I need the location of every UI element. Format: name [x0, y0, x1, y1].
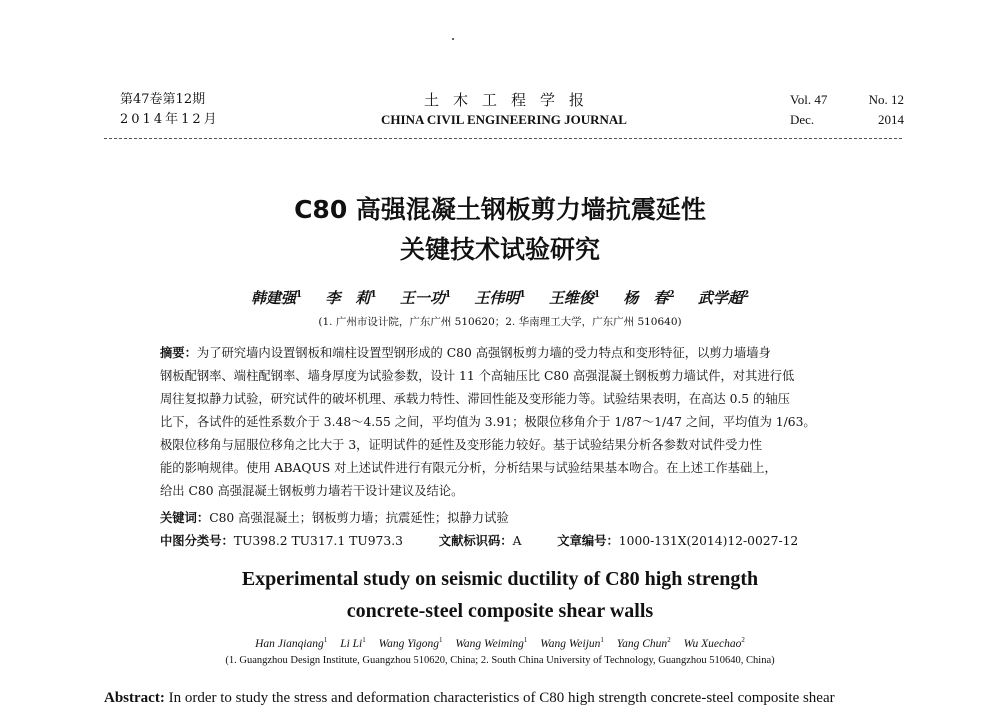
authors-cn	[0, 287, 1000, 308]
title-en-line2: concrete-steel composite shear walls	[346, 600, 654, 622]
classification-line	[160, 531, 872, 551]
doc-code-label: 文献标识码：	[438, 534, 513, 548]
author-en: Wang Yigong$^1$	[378, 636, 443, 650]
abstract-cn	[160, 342, 872, 503]
journal-name-en: CHINA CIVIL ENGINEERING JOURNAL	[381, 112, 627, 127]
doc-code-value: A	[512, 534, 522, 548]
date-cn: 2014年12月	[120, 112, 220, 127]
year-en: 2014	[878, 112, 904, 127]
volume-cn: 第47卷第12期	[120, 92, 206, 107]
author-en: Yang Chun$^2$	[616, 636, 671, 650]
author-cn: 王一功$^1$	[399, 289, 452, 307]
title-cn-line2: 关键技术试验研究	[399, 235, 600, 264]
abstract-cn-line: 能的影响规律。使用 ABAQUS 对上述试件进行有限元分析，分析结果与试验结果基本吻合。在上述工作基础上，	[160, 461, 777, 475]
author-en: Wang Weiming$^1$	[455, 636, 528, 650]
speck-mark	[452, 38, 454, 40]
title-en	[0, 563, 1000, 627]
title-cn-line1: C80 高强混凝土钢板剪力墙抗震延性	[294, 195, 706, 224]
clc-label: 中图分类号：	[160, 534, 234, 548]
abstract-en	[104, 688, 914, 708]
author-cn: 韩建强$^1$	[250, 289, 303, 307]
author-en: Han Jianqiang$^1$	[255, 636, 328, 650]
article-number-value: 1000-131X(2014)12-0027-12	[618, 534, 799, 548]
author-en: Wu Xuechao$^2$	[683, 636, 745, 650]
abstract-cn-line: 给出 C80 高强混凝土钢板剪力墙若干设计建议及结论。	[160, 484, 464, 498]
title-cn	[0, 190, 1000, 270]
author-en: Wang Weijun$^1$	[540, 636, 604, 650]
article-number-label: 文章编号：	[557, 534, 619, 548]
abstract-cn-line: 极限位移角与屈服位移角之比大于 3，证明试件的延性及变形能力较好。基于试验结果分析各参数对试件受力性	[160, 438, 762, 452]
title-en-line1: Experimental study on seismic ductility of C80 high strength	[241, 568, 759, 590]
abstract-en-label: Abstract:	[104, 690, 165, 706]
abstract-cn-line: 摘要：为了研究墙内设置钢板和端柱设置型钢形成的 C80 高强钢板剪力墙的受力特点和变形特征，以剪力墙墙身	[160, 346, 771, 360]
affiliation-cn: (1. 广州市设计院，广东广州 510620；2. 华南理工大学，广东广州 510640)	[318, 316, 682, 328]
issue-number-en: No. 12	[868, 92, 904, 107]
keywords-cn	[160, 508, 872, 528]
clc-value: TU398.2 TU317.1 TU973.3	[233, 534, 403, 548]
author-cn: 王维俊$^1$	[548, 289, 601, 307]
author-cn: 杨 春$^2$	[623, 289, 675, 307]
volume-en: Vol. 47	[790, 92, 828, 107]
header-issue-en	[790, 90, 904, 130]
keywords-label: 关键词：	[160, 511, 210, 525]
author-cn: 武学超$^2$	[697, 289, 750, 307]
header-divider	[104, 138, 902, 139]
abstract-cn-label: 摘要：	[160, 346, 197, 360]
author-cn: 王伟明$^1$	[474, 289, 526, 307]
keywords-text: C80 高强混凝土；钢板剪力墙；抗震延性；拟静力试验	[209, 511, 509, 525]
month-en: Dec.	[790, 112, 815, 127]
abstract-cn-line: 比下，各试件的延性系数介于 3.48～4.55 之间，平均值为 3.91；极限位移角介于 1/87～1/47 之间，平均值为 1/63。	[160, 415, 816, 429]
abstract-cn-line: 周往复拟静力试验，研究试件的破坏机理、承载力特性、滞回性能及变形能力等。试验结果表明，在高达 0.5 的轴压	[160, 392, 790, 406]
affiliation-en: (1. Guangzhou Design Institute, Guangzhou 510620, China; 2. South China University of Technology, Guangzhou 510640, China)	[225, 655, 775, 666]
authors-en	[0, 636, 1000, 650]
journal-name-cn: 土木工程学报	[423, 91, 598, 109]
header-journal	[104, 90, 904, 130]
author-cn: 李 莉$^1$	[325, 289, 377, 307]
journal-header	[104, 90, 904, 134]
abstract-cn-line: 钢板配钢率、端柱配钢率、墙身厚度为试验参数，设计 11 个高轴压比 C80 高强混凝土钢板剪力墙试件，对其进行低	[160, 369, 795, 383]
abstract-en-text: In order to study the stress and deformation characteristics of C80 high strength concrete-steel composite shear	[168, 690, 835, 706]
author-en: Li Li$^1$	[340, 636, 366, 650]
